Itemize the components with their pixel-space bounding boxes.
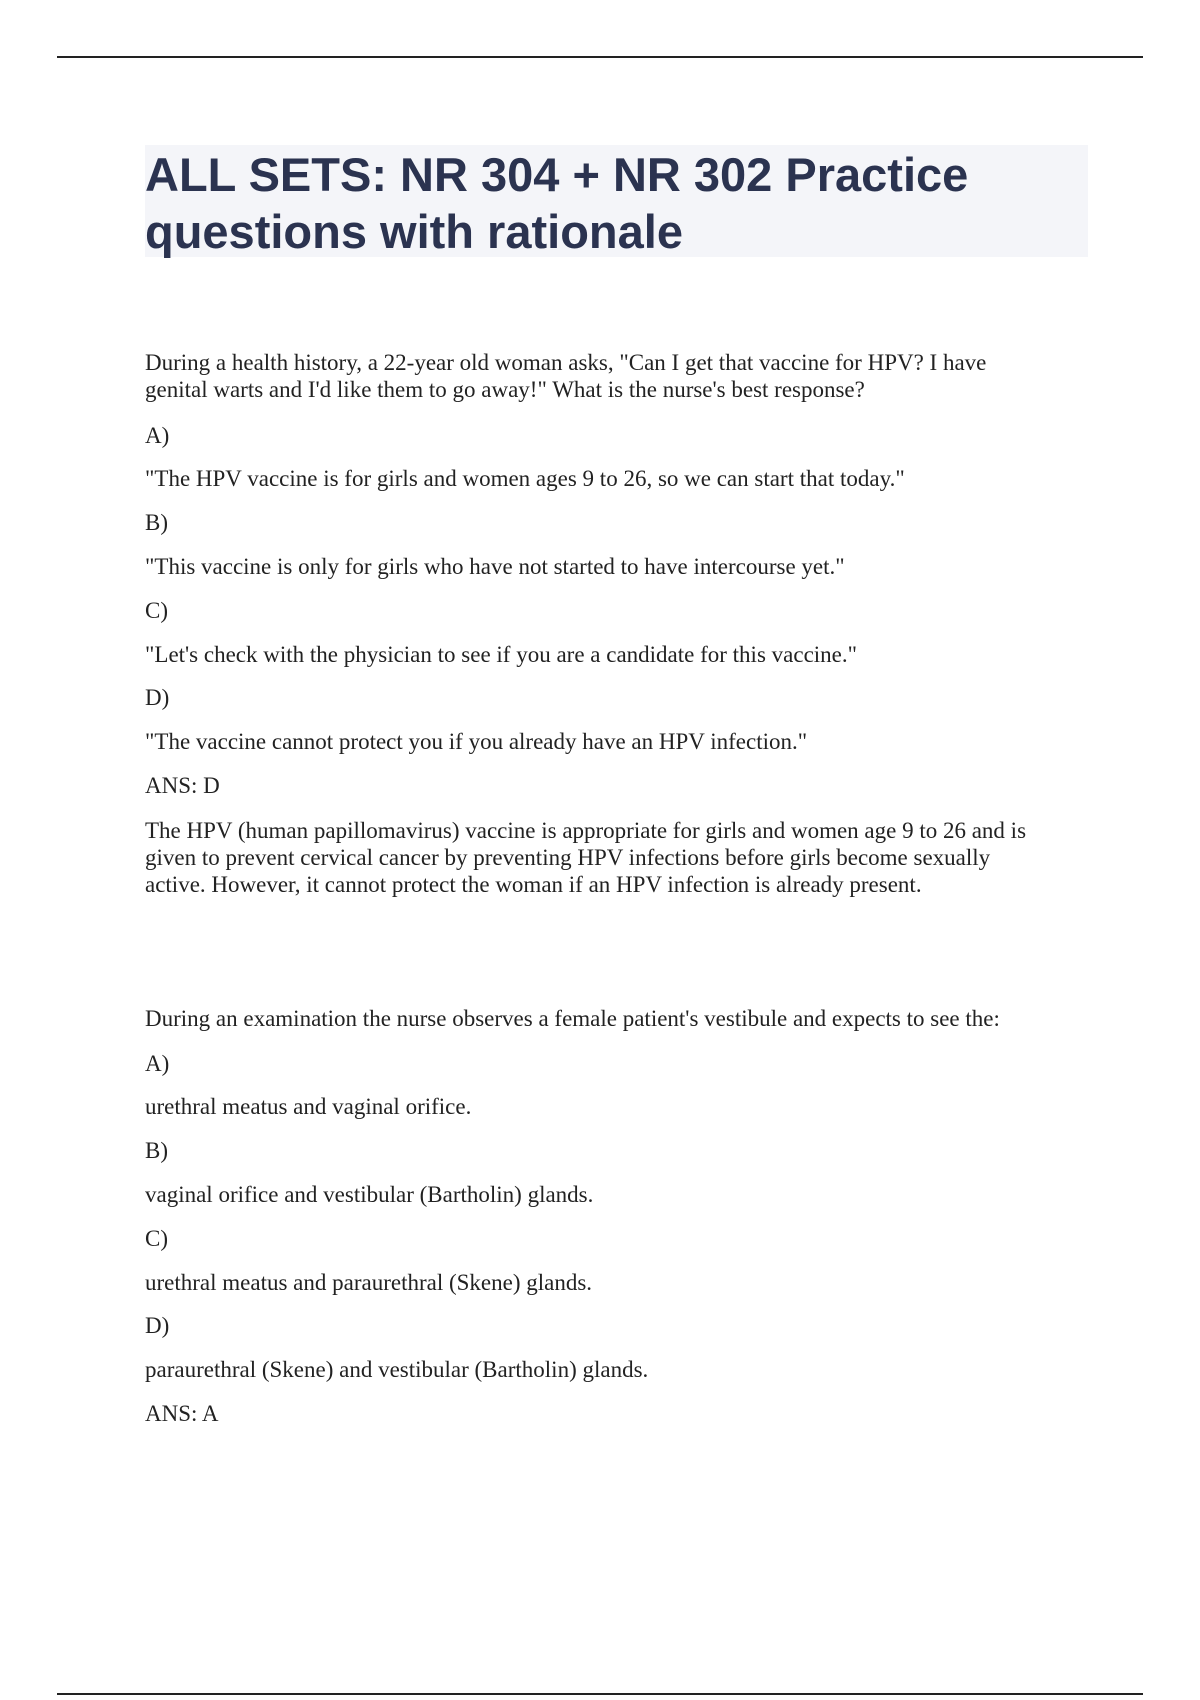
q1-option-a-letter: A) (145, 423, 170, 448)
q1-option-b-letter: B) (145, 510, 168, 535)
q2-option-c-letter: C) (145, 1226, 168, 1251)
q2-option-a-letter: A) (145, 1051, 170, 1076)
q1-option-c-letter: C) (145, 598, 168, 623)
q2-stem-line1: During an examination the nurse observes a female patient's vestibule and expects to see the: (145, 1006, 1000, 1031)
document-title: ALL SETS: NR 304 + NR 302 Practice questions with rationale (145, 148, 969, 258)
bottom-rule (57, 1693, 1143, 1695)
q2-option-c-text: urethral meatus and paraurethral (Skene) glands. (145, 1270, 593, 1295)
q1-option-d-letter: D) (145, 685, 170, 710)
q2-option-b-letter: B) (145, 1138, 168, 1163)
q2-option-d-text: paraurethral (Skene) and vestibular (Bartholin) glands. (145, 1357, 649, 1382)
q1-option-c-text: "Let's check with the physician to see if you are a candidate for this vaccine." (145, 642, 858, 667)
q1-option-a-text: "The HPV vaccine is for girls and women ages 9 to 26, so we can start that today." (145, 466, 905, 491)
q1-option-d-text: "The vaccine cannot protect you if you already have an HPV infection." (145, 729, 808, 754)
q1-option-b-text: "This vaccine is only for girls who have not started to have intercourse yet." (145, 554, 845, 579)
top-rule (57, 56, 1143, 58)
q1-rationale-line3: active. However, it cannot protect the woman if an HPV infection is already present. (145, 872, 922, 897)
q1-stem-line2: genital warts and I'd like them to go away!" What is the nurse's best response? (145, 377, 865, 402)
q1-stem-line1: During a health history, a 22-year old woman asks, "Can I get that vaccine for HPV? I have (145, 350, 987, 375)
q2-answer: ANS: A (145, 1401, 219, 1426)
q2-option-d-letter: D) (145, 1313, 170, 1338)
q1-answer: ANS: D (145, 773, 220, 798)
q2-option-a-text: urethral meatus and vaginal orifice. (145, 1094, 472, 1119)
q1-rationale-line2: given to prevent cervical cancer by preventing HPV infections before girls become sexually (145, 845, 991, 870)
q1-rationale-line1: The HPV (human papillomavirus) vaccine is appropriate for girls and women age 9 to 26 and is (145, 818, 1027, 843)
q2-option-b-text: vaginal orifice and vestibular (Bartholin) glands. (145, 1182, 594, 1207)
